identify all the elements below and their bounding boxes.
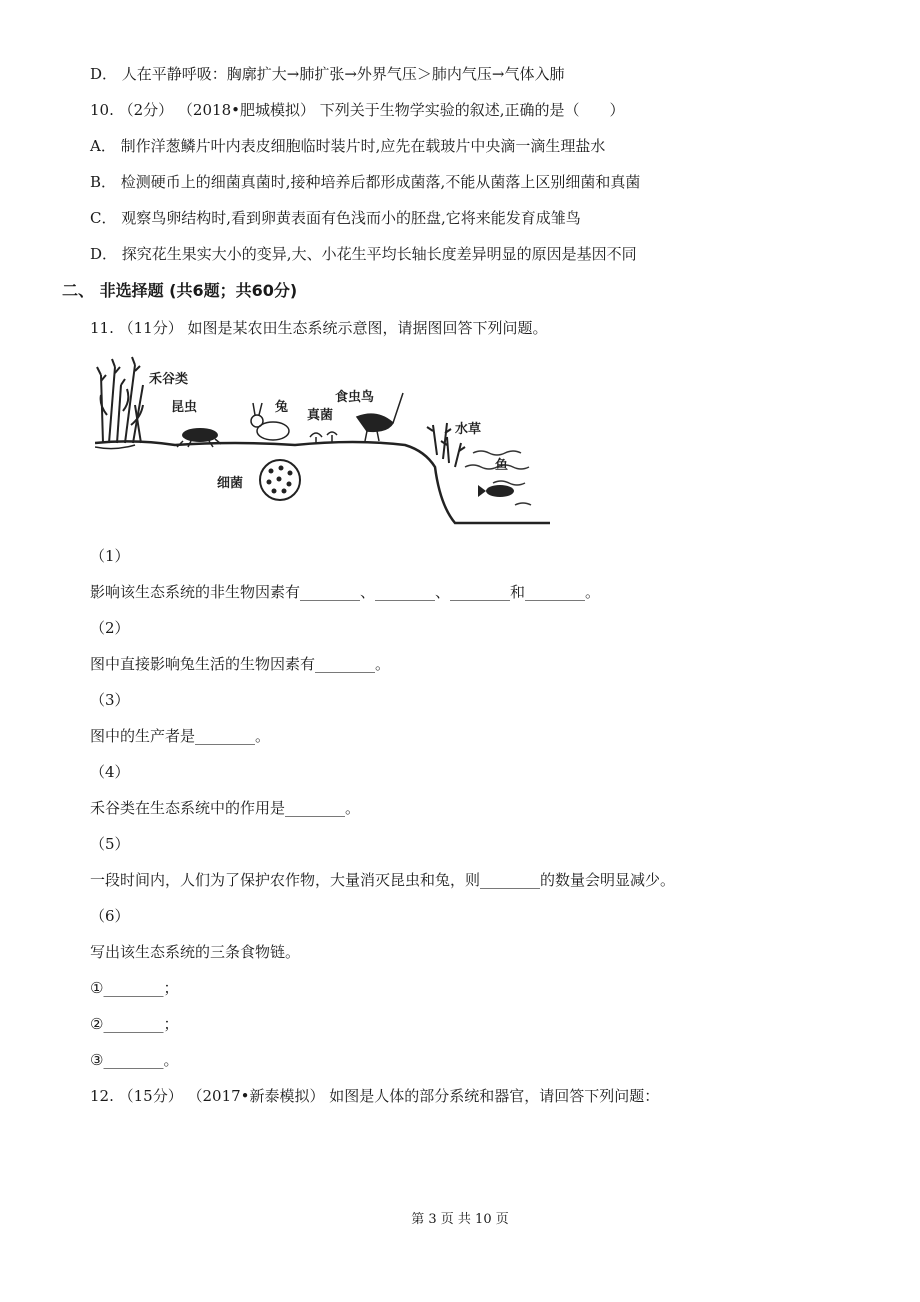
page-footer: 第 3 页 共 10 页 [411,1212,509,1227]
q11-chain-1: ①________； [90,979,179,997]
q10-stem: 10. （2分） （2018•肥城模拟） 下列关于生物学实验的叙述,正确的是（ ） [90,101,625,119]
q11-part-3-number: （3） [90,691,130,709]
q11-part-2-number: （2） [90,619,130,637]
q12-stem: 12. （15分） （2017•新泰模拟） 如图是人体的部分系统和器官，请回答下列问题： [90,1087,660,1105]
q11-part-2-text: 图中直接影响兔生活的生物因素有________。 [90,655,391,673]
ground-line [95,441,550,523]
label-rabbit: 兔 [275,400,289,415]
q11-part-6-text: 写出该生态系统的三条食物链。 [90,943,301,961]
q11-part-6-number: （6） [90,907,130,925]
q11-part-1-number: （1） [90,547,130,565]
q10-option-c: C． 观察鸟卵结构时,看到卵黄表面有色浅而小的胚盘,它将来能发育成雏鸟 [90,209,581,227]
q11-part-4-number: （4） [90,763,130,781]
fish-figure [478,485,514,497]
q11-part-4-text: 禾谷类在生态系统中的作用是________。 [90,799,361,817]
q11-chain-2: ②________； [90,1015,179,1033]
ecosystem-figure [95,355,550,530]
section-heading: 二、 非选择题 (共6题；共60分) [62,281,298,300]
q11-part-3-text: 图中的生产者是________。 [90,727,271,745]
label-bird: 食虫鸟 [335,390,375,405]
label-grain: 禾谷类 [149,372,189,387]
grain-plants [97,357,143,443]
q11-chain-3: ③________。 [90,1051,179,1069]
bacteria-figure [260,460,300,500]
label-bacteria: 细菌 [217,476,244,491]
q11-part-5-number: （5） [90,835,130,853]
q11-part-1-text: 影响该生态系统的非生物因素有________、________、________和________。 [90,583,601,601]
label-fish: 鱼 [495,458,509,473]
label-insect: 昆虫 [171,400,198,415]
q9-option-d: D． 人在平静呼吸：胸廓扩大→肺扩张→外界气压＞肺内气压→气体入肺 [90,65,565,83]
q10-option-a: A． 制作洋葱鳞片叶内表皮细胞临时装片时,应先在载玻片中央滴一滴生理盐水 [90,137,606,155]
q10-option-d: D． 探究花生果实大小的变异,大、小花生平均长轴长度差异明显的原因是基因不同 [90,245,637,263]
label-fungi: 真菌 [307,408,334,423]
q11-stem: 11. （11分） 如图是某农田生态系统示意图，请据图回答下列问题。 [90,319,548,337]
q11-part-5-text: 一段时间内，人们为了保护农作物，大量消灭昆虫和兔，则________的数量会明显减少。 [90,871,676,889]
q10-option-b: B． 检测硬币上的细菌真菌时,接种培养后都形成菌落,不能从菌落上区别细菌和真菌 [90,173,641,191]
label-waterweed: 水草 [455,422,482,437]
